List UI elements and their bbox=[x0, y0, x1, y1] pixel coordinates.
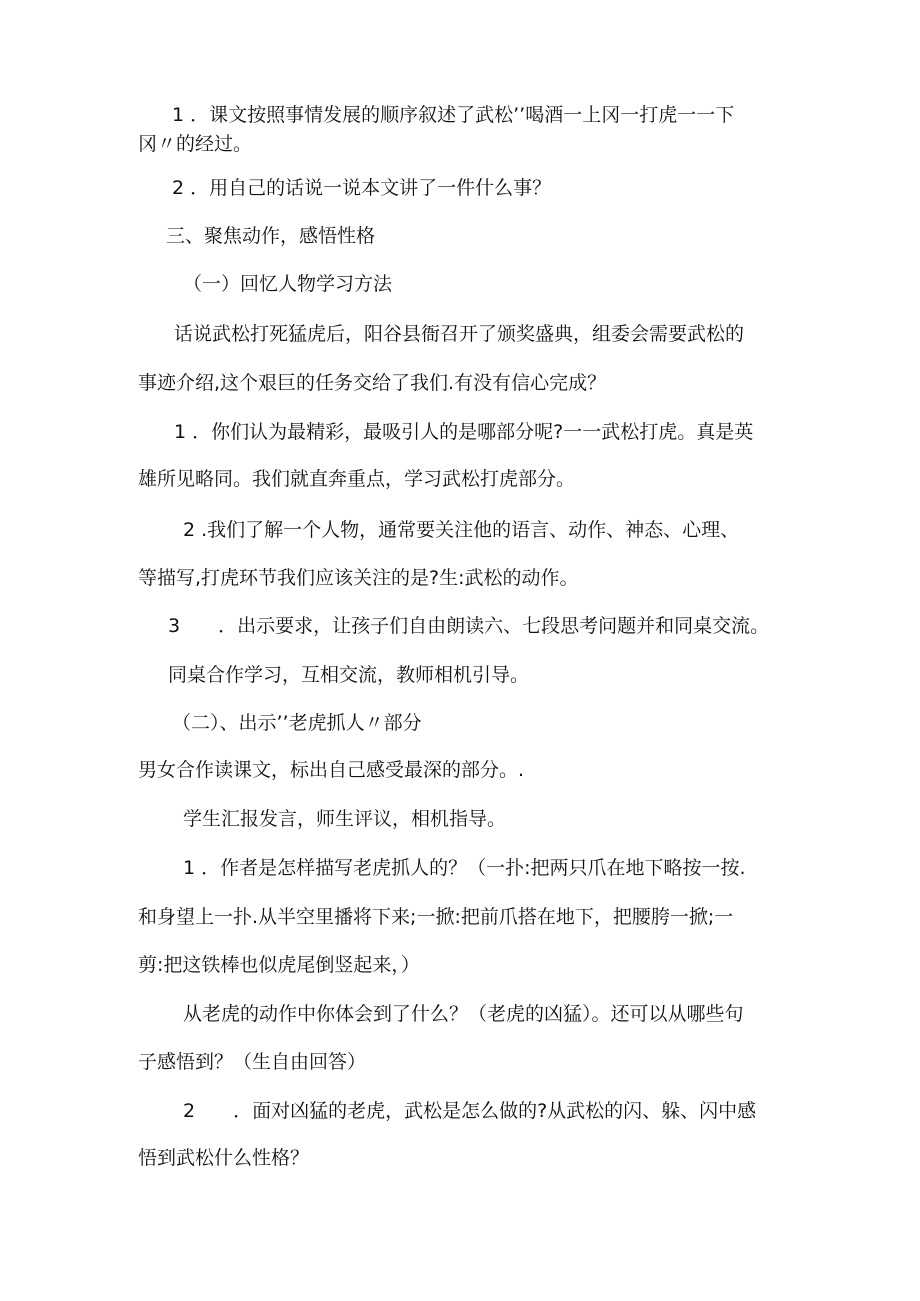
step3-line2: 同桌合作学习，互相交流，教师相机引导。 bbox=[168, 664, 530, 686]
question1-line2: 和身望上一扑.从半空里播将下来;一掀:把前爪搭在地下，把腰胯一掀;一 bbox=[138, 906, 734, 928]
step1-line2: 雄所见略同。我们就直奔重点，学习武松打虎部分。 bbox=[138, 468, 576, 490]
subsection-two-heading: （二）、出示’’老虎抓人〃部分 bbox=[172, 712, 422, 734]
insight-line1: 从老虎的动作中你体会到了什么？（老虎的凶猛）。还可以从哪些句 bbox=[183, 1003, 744, 1025]
item1-line1: 1 ．课文按照事情发展的顺序叙述了武松’’喝酒一上冈一打虎一一下 bbox=[172, 104, 735, 126]
question1-line1: 1 ．作者是怎样描写老虎抓人的？（一扑:把两只爪在地下略按一按. bbox=[183, 857, 746, 879]
step2-line2: 等描写,打虎环节我们应该关注的是?生:武松的动作。 bbox=[138, 567, 579, 589]
step3-line1: 3 ．出示要求，让孩子们自由朗读六、七段思考问题并和同桌交流。 bbox=[168, 615, 770, 637]
item2-line: 2 ．用自己的话说一说本文讲了一件什么事？ bbox=[172, 177, 552, 199]
step2-line1: 2 .我们了解一个人物，通常要关注他的语言、动作、神态、心理、 bbox=[183, 519, 740, 541]
intro-line2: 事迹介绍,这个艰巨的任务交给了我们.有没有信心完成？ bbox=[138, 372, 607, 394]
item1-line2: 冈〃的经过。 bbox=[138, 133, 253, 155]
question2-line2: 悟到武松什么性格？ bbox=[138, 1147, 310, 1169]
report-line: 学生汇报发言，师生评议，相机指导。 bbox=[183, 808, 507, 830]
reading-task: 男女合作读课文，标出自己感受最深的部分。. bbox=[138, 759, 525, 781]
subsection-one-heading: （一）回忆人物学习方法 bbox=[183, 273, 393, 295]
insight-line2: 子感悟到？（生自由回答） bbox=[138, 1051, 367, 1073]
section-three-heading: 三、聚焦动作，感悟性格 bbox=[166, 225, 376, 247]
question2-line1: 2 ．面对凶猛的老虎，武松是怎么做的?从武松的闪、躲、闪中感 bbox=[183, 1100, 757, 1122]
question1-line3: 剪:把这铁棒也似虎尾倒竖起来，） bbox=[138, 954, 420, 976]
step1-line1: 1 ．你们认为最精彩，最吸引人的是哪部分呢?一一武松打虎。真是英 bbox=[174, 421, 754, 443]
intro-line1: 话说武松打死猛虎后，阳谷县衙召开了颁奖盛典，组委会需要武松的 bbox=[174, 323, 745, 345]
